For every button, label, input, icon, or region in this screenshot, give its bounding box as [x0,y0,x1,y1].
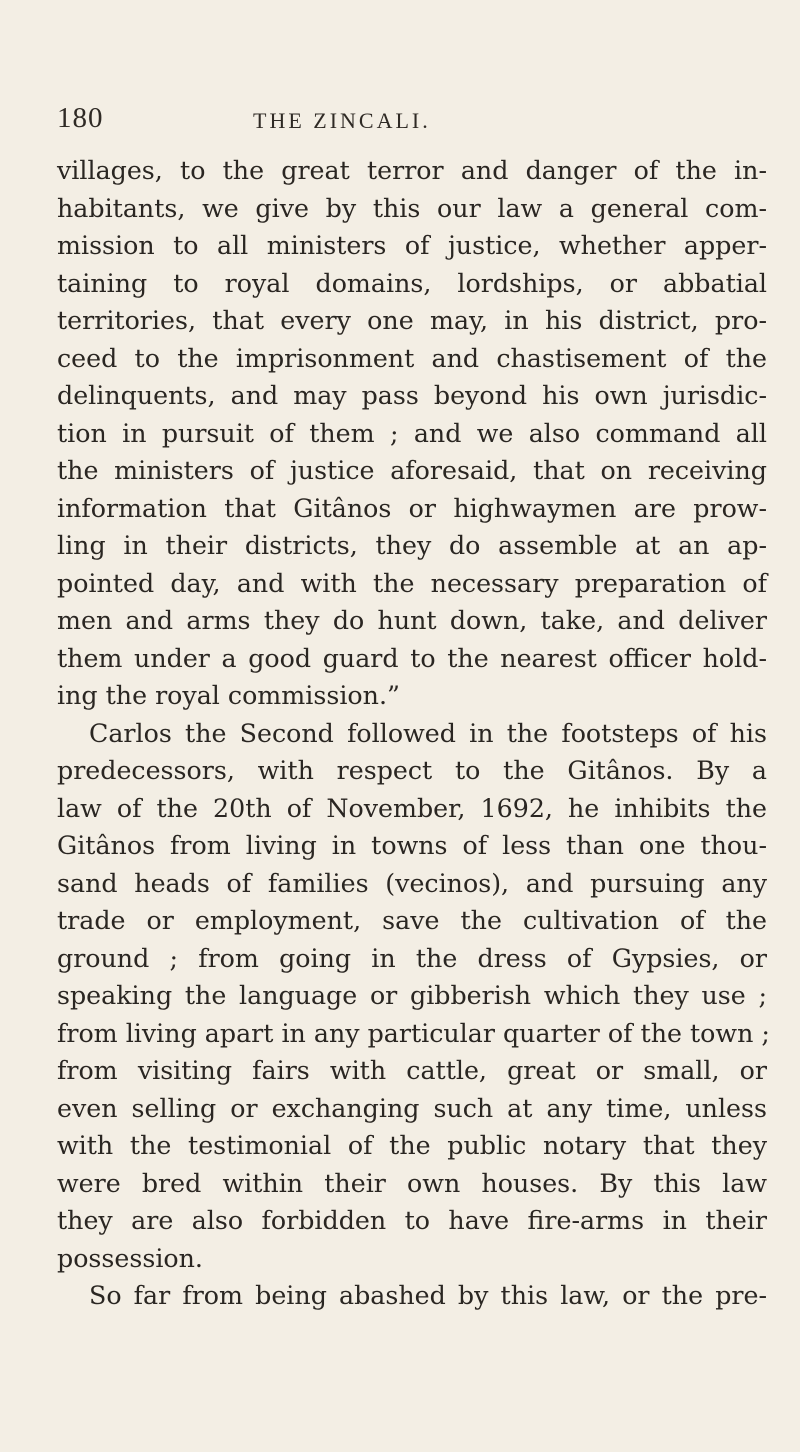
text-line: possession. [57,1243,203,1273]
text-line: pointed day, and with the necessary preparation of [57,568,767,598]
text-line: ling in their districts, they do assemble at an ap- [57,531,767,560]
text-line: from living apart in any particular quarter of the town ; [57,1018,770,1048]
text-line: even selling or exchanging such at any time, unless [57,1093,767,1123]
text-line: trade or employment, save the cultivation of the [57,906,767,935]
text-line: ground ; from going in the dress of Gypsies, or [57,943,767,973]
text-line: law of the 20th of November, 1692, he inhibits the [57,793,767,823]
text-line: habitants, we give by this our law a general com- [57,193,767,223]
body-text [57,152,770,1315]
text-line: sand heads of families (vecinos), and pursuing any [57,868,767,898]
text-line: Carlos the Second followed in the footsteps of his [89,718,767,748]
text-line: taining to royal domains, lordships, or abbatial [57,268,767,298]
page-header [57,102,757,142]
text-line: they are also forbidden to have fire-arms in their [57,1206,767,1235]
text-line: men and arms they do hunt down, take, and deliver [57,606,767,635]
page-number: 180 [57,102,104,134]
text-line: mission to all ministers of justice, whether apper- [57,231,767,260]
text-line: delinquents, and may pass beyond his own jurisdic- [57,381,767,410]
text-line: Gitânos from living in towns of less than one thou- [57,831,767,860]
text-line: were bred within their own houses. By this law [57,1168,767,1198]
text-line: predecessors, with respect to the Gitânos. By a [57,756,767,785]
text-line: So far from being abashed by this law, or the pre- [89,1281,767,1310]
text-line: ing the royal commission.” [57,681,400,710]
running-head: THE ZINCALI. [253,108,431,133]
text-line: with the testimonial of the public notary that they [57,1131,767,1160]
text-line: from visiting fairs with cattle, great or small, or [57,1056,767,1085]
text-line: them under a good guard to the nearest officer hold- [57,643,767,673]
text-line: speaking the language or gibberish which they use ; [57,981,767,1010]
text-line: ceed to the imprisonment and chastisement of the [57,343,767,373]
text-line: tion in pursuit of them ; and we also command all [57,418,767,448]
text-line: the ministers of justice aforesaid, that on receiving [57,456,767,485]
text-line: information that Gitânos or highwaymen are prow- [57,493,767,523]
text-line: territories, that every one may, in his district, pro- [57,306,767,335]
text-line: villages, to the great terror and danger of the in- [57,156,767,185]
